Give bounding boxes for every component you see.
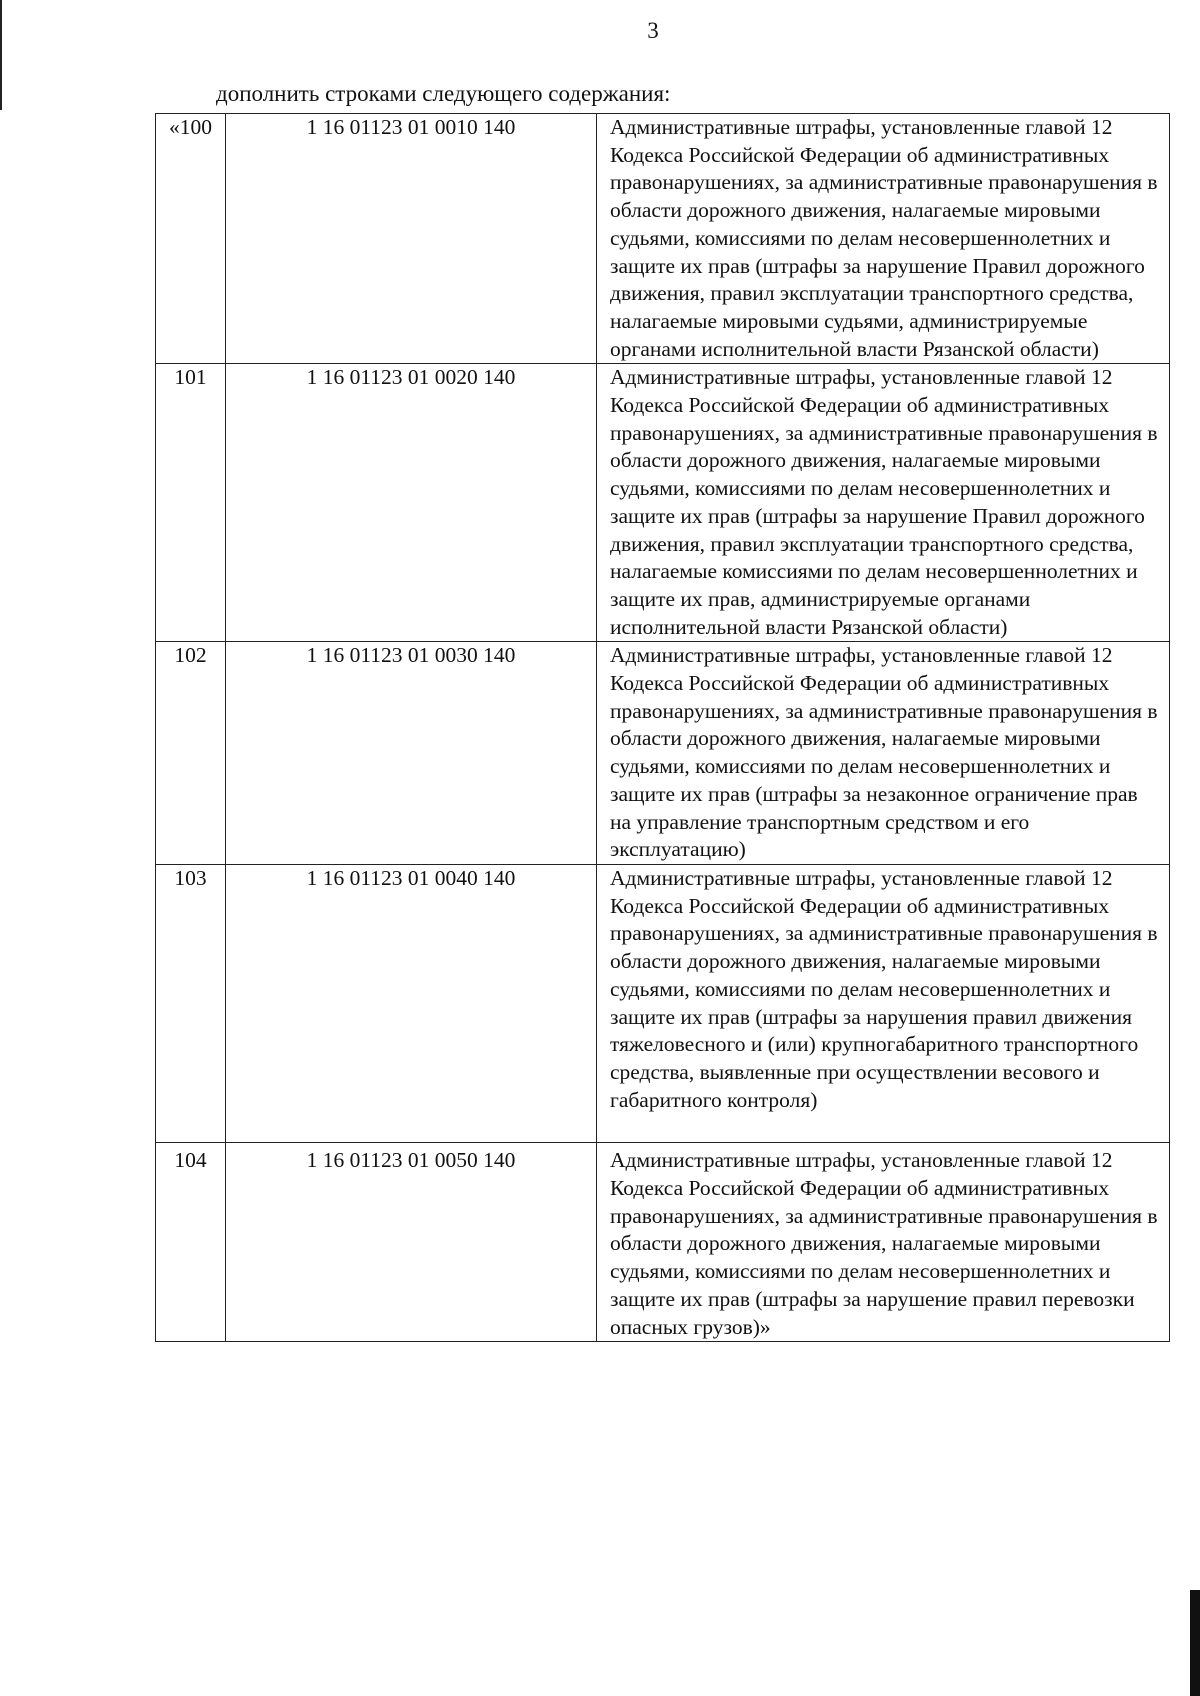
table-row (156, 1143, 1170, 1342)
row-description: Административные штрафы, установленные главой 12 Кодекса Российской Федерации об административных правонарушениях, за административные правонарушения в области дорожного движения, налагаемые мировыми судьями, комиссиями по делам несовершеннолетних и защите их прав (штрафы за нарушение Правил дорожного движения, правил эксплуатации транспортного средства, налагаемые мировыми судьями, администрируемые органами исполнительной власти Рязанской области) (597, 114, 1170, 364)
table-row (156, 364, 1170, 642)
row-description: Административные штрафы, установленные главой 12 Кодекса Российской Федерации об административных правонарушениях, за административные правонарушения в области дорожного движения, налагаемые мировыми судьями, комиссиями по делам несовершеннолетних и защите их прав (штрафы за нарушения правил движения тяжеловесного и (или) крупногабаритного транспортного средства, выявленные при осуществлении весового и габаритного контроля) (597, 864, 1170, 1142)
row-number: 103 (156, 864, 226, 1142)
table-row (156, 642, 1170, 865)
row-description: Административные штрафы, установленные главой 12 Кодекса Российской Федерации об административных правонарушениях, за административные правонарушения в области дорожного движения, налагаемые мировыми судьями, комиссиями по делам несовершеннолетних и защите их прав (штрафы за незаконное ограничение прав на управление транспортным средством и его эксплуатацию) (597, 642, 1170, 865)
table-row (156, 864, 1170, 1142)
budget-code: 1 16 01123 01 0010 140 (226, 114, 597, 364)
budget-code: 1 16 01123 01 0020 140 (226, 364, 597, 642)
budget-code: 1 16 01123 01 0030 140 (226, 642, 597, 865)
scan-edge-mark (1190, 1590, 1200, 1696)
row-description: Административные штрафы, установленные главой 12 Кодекса Российской Федерации об административных правонарушениях, за административные правонарушения в области дорожного движения, налагаемые мировыми судьями, комиссиями по делам несовершеннолетних и защите их прав (штрафы за нарушение Правил дорожного движения, правил эксплуатации транспортного средства, налагаемые комиссиями по делам несовершеннолетних и защите их прав, администрируемые органами исполнительной власти Рязанской области) (597, 364, 1170, 642)
scan-edge-mark (0, 0, 2, 110)
row-description: Административные штрафы, установленные главой 12 Кодекса Российской Федерации об административных правонарушениях, за административные правонарушения в области дорожного движения, налагаемые мировыми судьями, комиссиями по делам несовершеннолетних и защите их прав (штрафы за нарушение правил перевозки опасных грузов)» (597, 1143, 1170, 1342)
table-row (156, 114, 1170, 364)
row-number: «100 (156, 114, 226, 364)
row-number: 102 (156, 642, 226, 865)
codes-table (155, 113, 1170, 1342)
intro-text: дополнить строками следующего содержания: (216, 81, 671, 106)
row-number: 104 (156, 1143, 226, 1342)
budget-code: 1 16 01123 01 0050 140 (226, 1143, 597, 1342)
row-number: 101 (156, 364, 226, 642)
budget-code: 1 16 01123 01 0040 140 (226, 864, 597, 1142)
page-number: 3 (647, 18, 659, 43)
